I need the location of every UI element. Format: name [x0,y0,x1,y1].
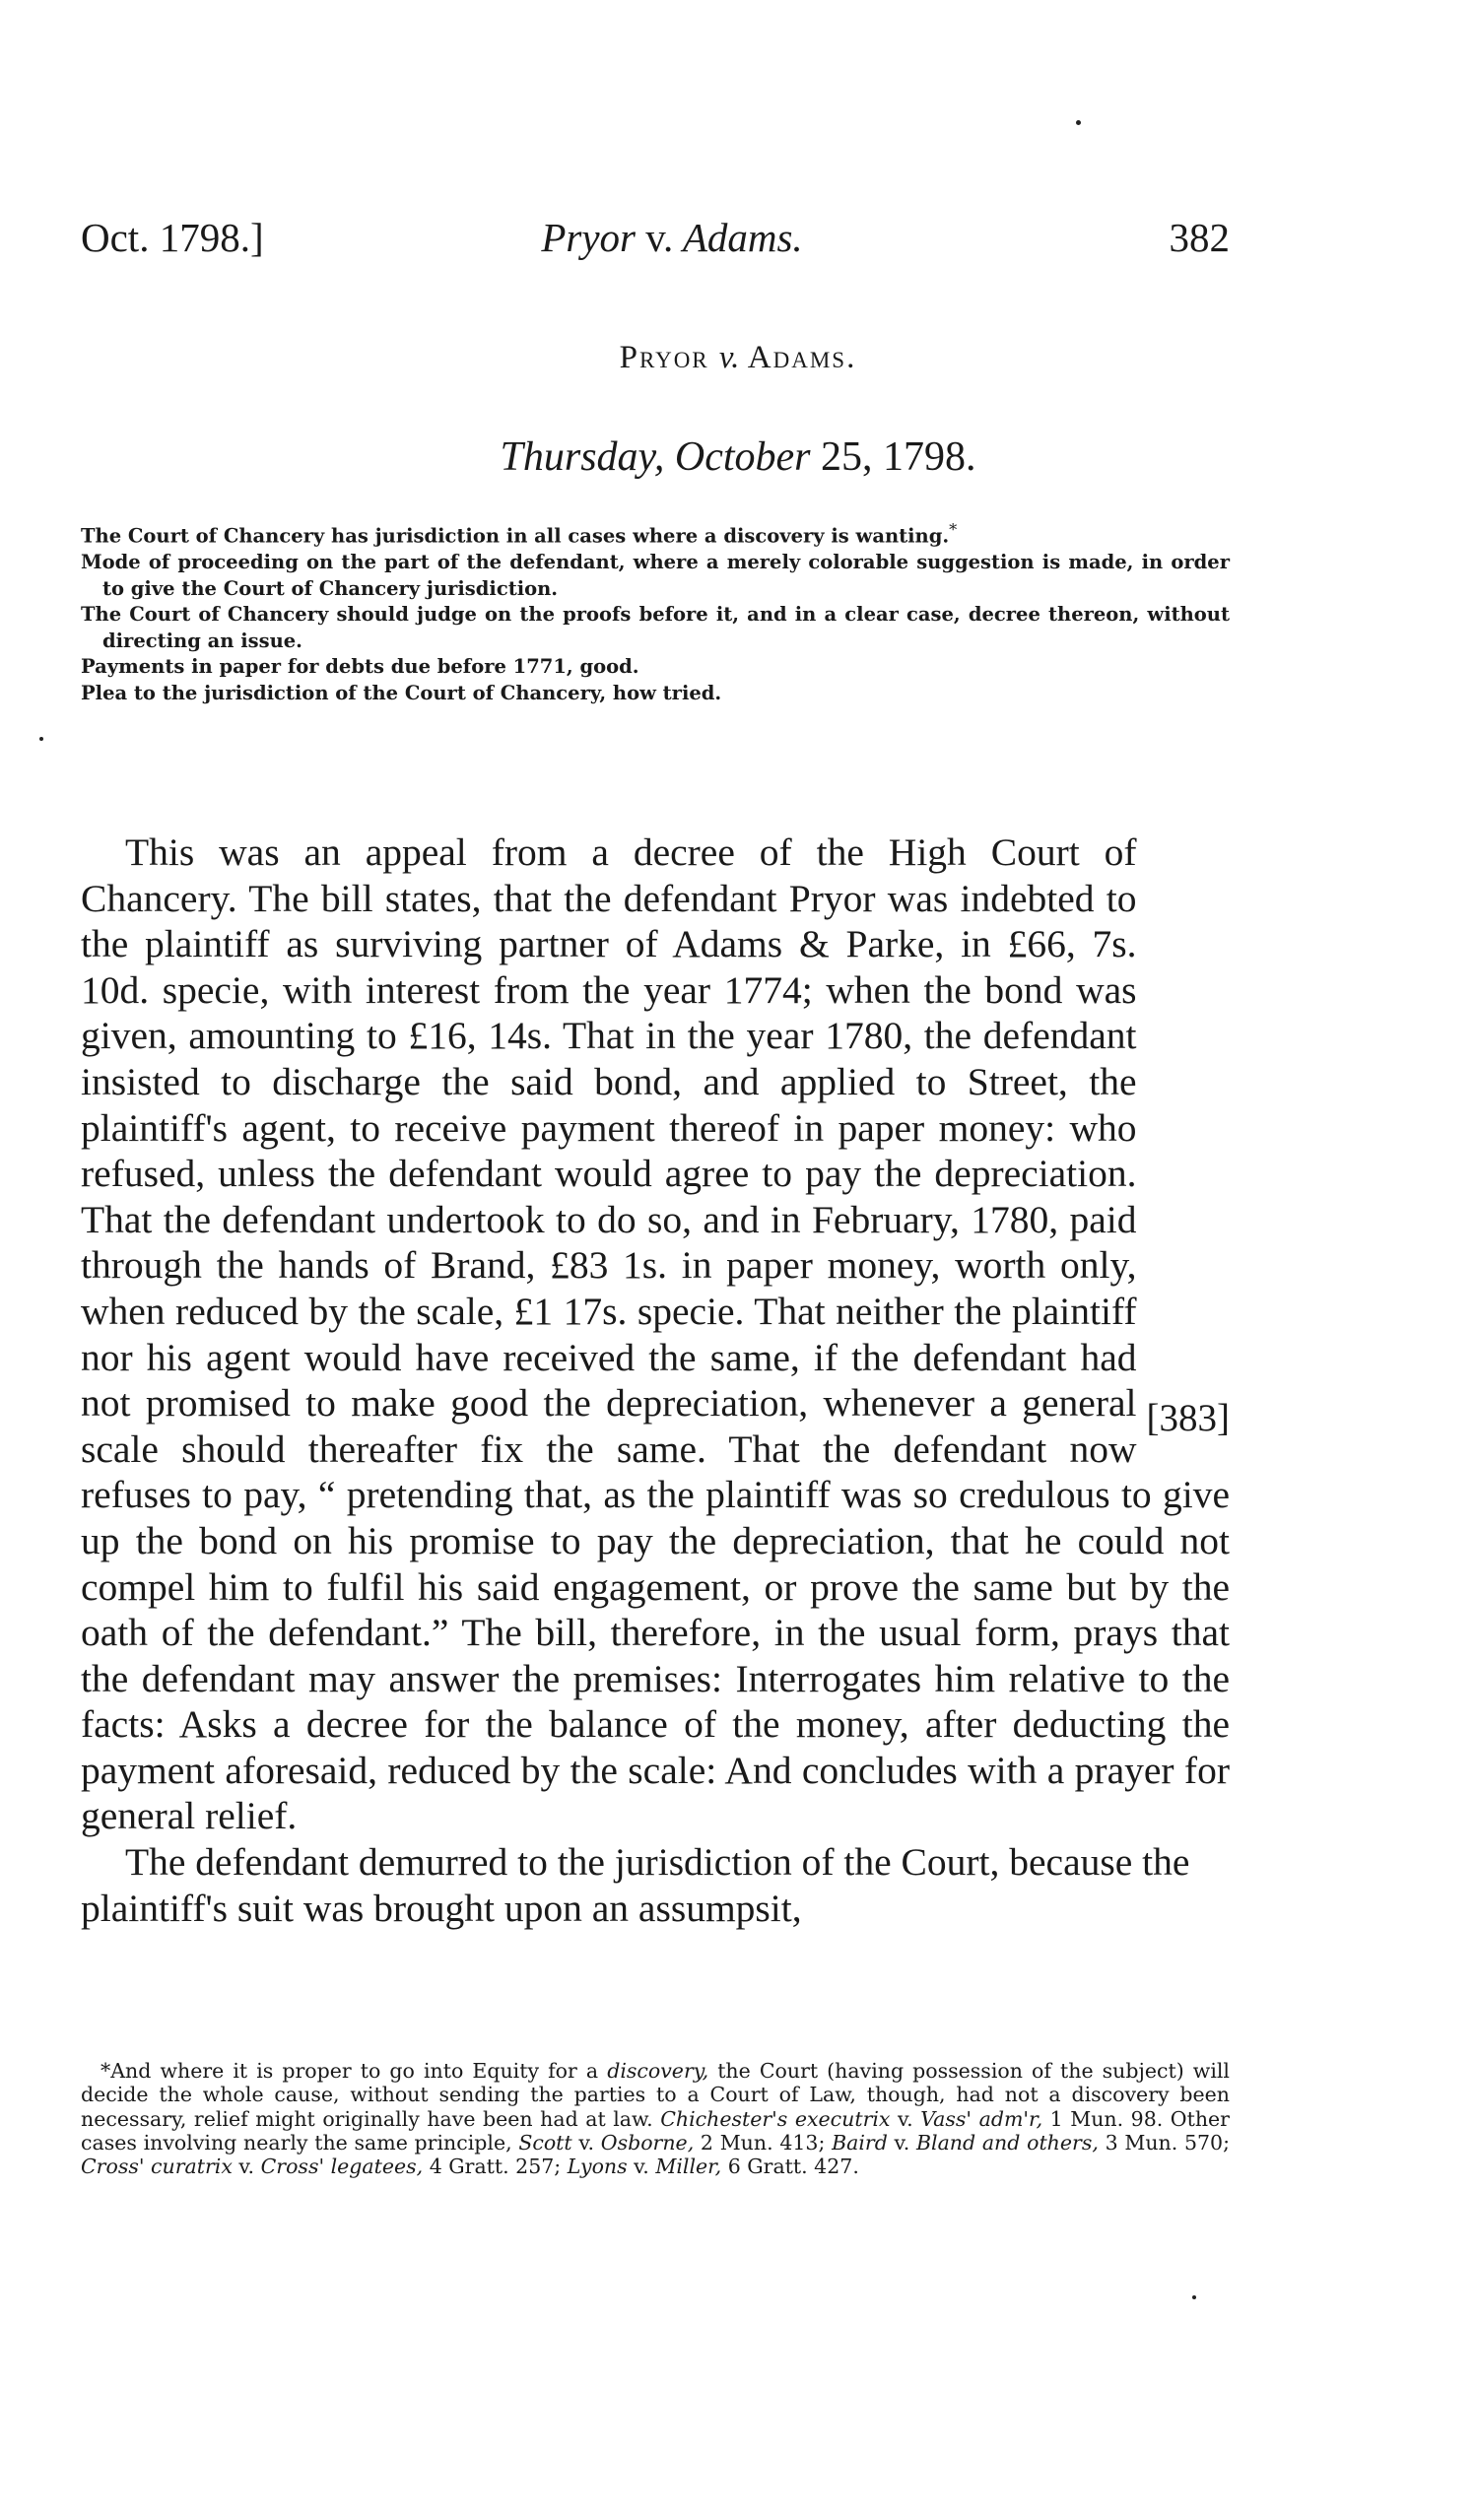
case-citation: Bland and others, [915,2130,1099,2155]
page-number: 382 [1169,215,1230,260]
case-title-party-a: Pryor [619,340,709,375]
headnote: The Court of Chancery has jurisdiction in all cases where a discovery is wanting.* [81,520,958,548]
margin-page-reference: [383] [1146,1397,1230,1439]
body-paragraph-1: This was an appeal from a decree of the High Court of Chancery. The bill states, that the defendant Pryor was indebted to the plaintiff as surviving partner of Adams & Parke, in £66, 7s. 10d. specie, with interest from the year 1774; when the bond was given, amounting to £16, 14s. That in the year 1780, the defendant insisted to discharge the said bond, and applied to Street, the plaintiff's agent, to receive payment thereof in paper money: who refused, unless the defendant would agree to pay the depreciation. That the defendant undertook to do so, and in February, 1780, paid through the hands of Brand, £83 1s. in paper money, worth only, when reduced by the scale, £1 17s. specie. That neither the plaintiff nor his agent would have received the same, if the defendant had not promised to make good the depreciation, whenever a general scale should thereafter fix the same. That the defendant now refuses to pay, “ pretending that, as the plaintiff was so credulous to give up the bond on his promise to pay the depreciation, that he could not compel him to fulfil his said engagement, or prove the same but by the oath of the defendant.” The bill, therefore, in the usual form, prays that the defendant may answer the premises: Interrogates him relative to the facts: Asks a decree for the balance of the money, after deducting the payment aforesaid, reduced by the scale: And concludes with a prayer for general relief. [81,830,1230,1838]
headnote: Payments in paper for debts due before 1771, good. [81,655,639,678]
case-title-party-b: Adams. [747,340,857,375]
footnote: *And where it is proper to go into Equity for a discovery, the Court (having possession of the subject) will decide the whole cause, without sending the parties to a Court of Law, though, had not a discovery been necessary, relief might originally have been had at law. Chichester's executrix v. Vass' adm'r, 1 Mun. 98. Other cases involving nearly the same principle, Scott v. Osborne, 2 Mun. 413; Baird v. Bland and others, 3 Mun. 570; Cross' curatrix v. Cross' legatees, 4 Gratt. 257; Lyons v. Miller, 6 Gratt. 427. [81,2059,1231,2179]
running-head-case [475,210,869,265]
running-head-date: Oct. 1798.] [81,215,264,260]
running-head-party-b: Adams. [682,215,803,260]
case-date-weekday: Thursday, [500,434,665,480]
case-date-month: October [674,434,811,480]
case-date [0,433,1476,481]
body-text [81,829,1230,1931]
case-citation: Chichester's executrix [660,2106,891,2131]
footnote-marker: * [101,2059,111,2083]
headnote: Mode of proceeding on the part of the defendant, where a merely colorable suggestion is made, in order to give the Court of Chancery jurisdiction. [81,551,1230,600]
case-citation: Vass' adm'r, [920,2106,1043,2131]
case-date-day-year: 25, 1798. [821,434,976,480]
scan-speck [39,737,43,741]
headnotes [81,517,1230,706]
case-citation: Cross' curatrix [81,2155,233,2179]
running-head-party-a: Pryor [541,215,636,260]
scan-speck [1192,2295,1196,2299]
running-head-versus: v. [645,215,674,260]
running-head [81,210,1230,265]
case-title [0,340,1476,376]
case-citation: Cross' legatees, [260,2155,424,2179]
case-citation: Lyons [567,2155,628,2179]
footnote-marker: * [949,520,958,539]
headnote: The Court of Chancery should judge on the proofs before it, and in a clear case, decree thereon, without directing an issue. [81,603,1230,652]
case-citation: Baird [832,2130,888,2155]
body-paragraph-2: The defendant demurred to the jurisdiction of the Court, because the plaintiff's suit was brought upon an assumpsit, [81,1840,1190,1930]
case-title-versus: v. [718,340,740,375]
case-citation: Osborne, [600,2130,695,2155]
case-citation: Miller, [655,2155,722,2179]
scan-speck [1076,120,1081,125]
headnote: Plea to the jurisdiction of the Court of Chancery, how tried. [81,681,722,704]
case-citation: Scott [518,2130,572,2155]
